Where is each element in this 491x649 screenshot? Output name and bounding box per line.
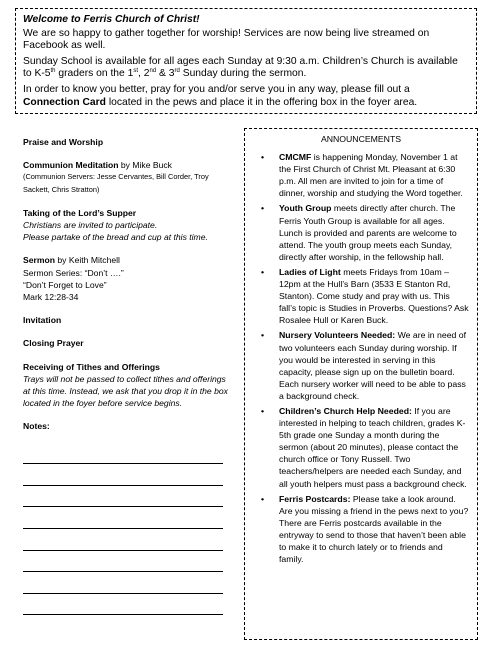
list-item: • CMCMF is happening Monday, November 1 at the First Church of Christ Mt. Pleasant at 6:30 p.m. All men are invited to join for a time of dinner, worship and studying the Word together. [261, 152, 463, 199]
communion-section: Communion Meditation by Mike Buck (Communion Servers: Jesse Cervantes, Bill Corder, Troy Sackett, Chris Stratton) [23, 159, 233, 196]
supper-section: Taking of the Lord’s Supper Christians are invited to participate. Please partake of the bread and cup at this time. [23, 207, 233, 244]
welcome-intro: We are so happy to gather together for worship! Services are now being live streamed on Facebook as well. [23, 27, 430, 52]
notes-lines [23, 443, 233, 616]
order-of-worship [23, 136, 233, 615]
invitation-heading: Invitation [23, 315, 62, 326]
tithes-heading: Receiving of Tithes and Offerings [23, 361, 160, 372]
communion-heading: Communion Meditation [23, 160, 119, 171]
announcements-list [253, 151, 469, 565]
connection-card-info: In order to know you better, pray for you and/or serve you in any way, please fill out a Connection Card located in the pews and place it in the offering box in the foyer area. [23, 83, 418, 108]
list-item: • Children’s Church Help Needed: If you are interested in helping to teach children, grades K-5th grade one Sunday a month during the sermon (about 20 minutes), please contact the church office or Tony Russell. Two teachers/helpers are needed each Sunday, and all youth helpers must pass a background check. [261, 405, 467, 489]
supper-heading: Taking of the Lord’s Supper [23, 207, 137, 218]
list-item: • Nursery Volunteers Needed: We are in need of two volunteers each Sunday during worship. If you would be interested in serving in this capacity, please sign up on the bulletin board. Each nursery worker will need to be able to pass a background check. [261, 330, 467, 401]
notes-heading: Notes: [23, 421, 50, 432]
communion-servers: (Communion Servers: Jesse Cervantes, Bill Corder, Troy Sackett, Chris Stratton) [23, 172, 209, 194]
announcements-title: ANNOUNCEMENTS [320, 134, 402, 144]
sermon-heading: Sermon [23, 255, 55, 266]
list-item: • Ladies of Light meets Fridays from 10am – 12pm at the Hull’s Barn (3533 E Stanton Rd, Stanton). Come study and pray with us. This fall’s topic is Studies in Proverbs. Questions? Ask Rosalee Hull or Karen Buck. [261, 266, 469, 326]
tithes-section: Receiving of Tithes and Offerings Trays will not be passed to collect tithes and offerings at this time. Instead, we ask that you drop it in the box located in the foyer before service begins. [23, 361, 233, 410]
closing-prayer-heading: Closing Prayer [23, 338, 84, 349]
welcome-title: Welcome to Ferris Church of Christ! [23, 14, 200, 25]
sunday-school-info: Sunday School is available for all ages each Sunday at 9:30 a.m. Children’s Church is available to K-5th graders on the 1st, 2nd & 3rd Sunday during the sermon. [23, 55, 458, 80]
sermon-section: Sermon by Keith Mitchell Sermon Series: “Don’t ….” “Don’t Forget to Love” Mark 12:28-34 [23, 255, 124, 303]
announcements-box [244, 128, 478, 640]
welcome-box [15, 8, 477, 114]
praise-heading: Praise and Worship [23, 137, 104, 147]
list-item: • Youth Group meets directly after church. The Ferris Youth Group is available for all ages. Lunch is provided and parents are welcome to attend. The youth group meets each Sunday, directly after worship, in the fellowship hall. [261, 203, 457, 262]
list-item: • Ferris Postcards: Please take a look around. Are you missing a friend in the pews next to you? There are Ferris postcards available in the entryway to send to those that haven’t been able to make it to church lately or to friends and family. [261, 493, 469, 565]
